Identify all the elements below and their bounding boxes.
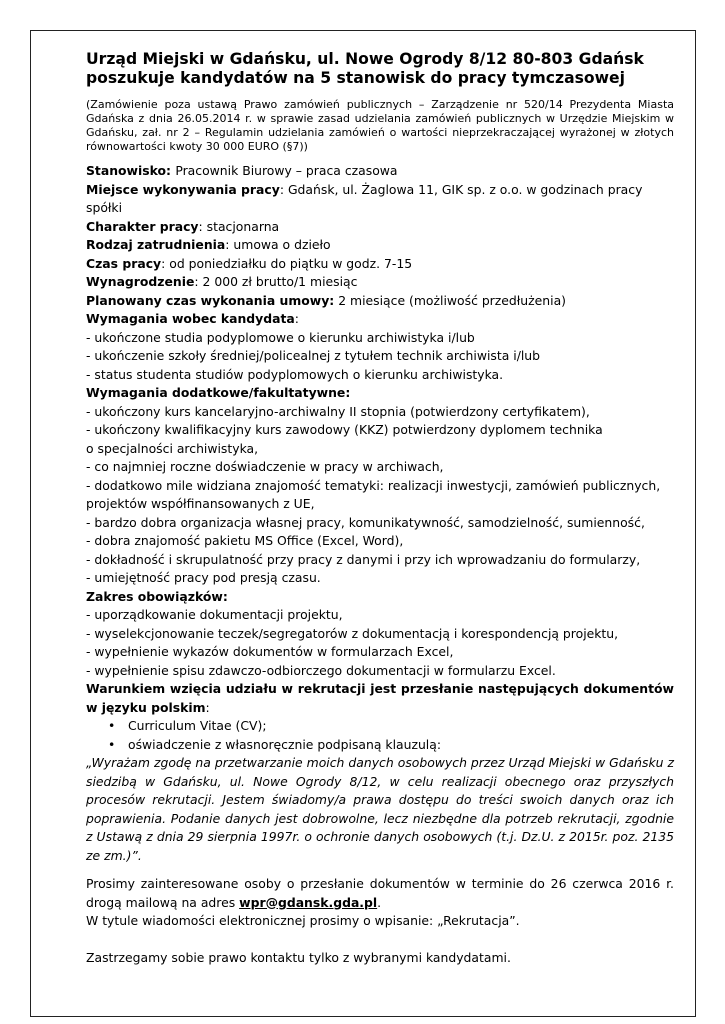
submission-instructions	[86, 875, 674, 912]
detail-label: Stanowisko	[86, 163, 167, 178]
list-item: - uporządkowanie dokumentacji projektu,	[86, 607, 343, 622]
detail-value: 2 miesiące (możliwość przedłużenia)	[338, 292, 566, 308]
detail-work-type	[86, 218, 674, 237]
conditions-heading-colon: :	[205, 699, 210, 715]
detail-sep: :	[161, 255, 170, 271]
list-item: - dokładność i skrupulatność przy pracy z danymi i przy ich wprowadzaniu do formularzy,	[86, 551, 641, 567]
detail-label: Czas pracy	[86, 255, 162, 271]
list-item: - umiejętność pracy pod presją czasu.	[86, 570, 321, 585]
conditions-section	[86, 680, 674, 865]
subject-instructions: W tytule wiadomości elektronicznej prosimy o wpisanie: „Rekrutacja”.	[86, 913, 520, 928]
list-item: - bardzo dobra organizacja własnej pracy, komunikatywność, samodzielność, sumienność,	[86, 514, 645, 530]
requirements-section	[86, 310, 674, 384]
list-item: - wyselekcjonowanie teczek/segregatorów z dokumentacją i korespondencją projektu,	[86, 625, 619, 641]
list-item: - wypełnienie wykazów dokumentów w formularzach Excel,	[86, 644, 454, 659]
detail-label: Planowany czas wykonania umowy:	[86, 292, 335, 308]
list-item: - ukończony kwalifikacyjny kurs zawodowy (KKZ) potwierdzony dyplomem technika	[86, 422, 603, 437]
detail-working-hours	[86, 255, 674, 274]
conditions-heading	[86, 680, 674, 717]
list-item: - ukończony kurs kancelaryjno-archiwalny II stopnia (potwierdzony certyfikatem),	[86, 403, 590, 419]
detail-salary	[86, 273, 674, 292]
detail-label: Wynagrodzenie	[86, 274, 195, 289]
job-details	[86, 162, 674, 310]
additional-requirements-section	[86, 384, 674, 588]
legal-note: (Zamówienie poza ustawą Prawo zamówień publicznych – Zarządzenie nr 520/14 Prezydenta Miasta Gdańska z dnia 26.05.2014 r. w sprawie zasad udzielania zamówień publicznych w Urzędzie Miejskim w Gdańsku, zał. nr 2 – Regulamin udzielania zamówień o wartości nieprzekraczającej wyrażonej w złotych równowartości kwoty 30 000 EURO (§7))	[86, 98, 674, 153]
detail-contract-duration	[86, 292, 674, 311]
detail-value: Pracownik Biurowy – praca czasowa	[175, 163, 398, 178]
list-item: - dobra znajomość pakietu MS Office (Excel, Word),	[86, 533, 404, 548]
submission-text: Prosimy zainteresowane osoby o przesłanie dokumentów w terminie do 26 czerwca 2016 r. drogą mailową na adres	[86, 876, 674, 910]
list-item: - dodatkowo mile widziana znajomość tematyki: realizacji inwestycji, zamówień publicznych,	[86, 477, 661, 493]
list-item: o specjalności archiwistyka,	[86, 440, 259, 456]
detail-sep: :	[279, 181, 288, 197]
detail-sep: :	[166, 163, 176, 178]
job-announcement	[86, 50, 674, 967]
spacer	[86, 865, 674, 875]
requirements-heading	[86, 310, 674, 329]
detail-position	[86, 162, 674, 181]
detail-workplace	[86, 181, 674, 218]
submission-section	[86, 875, 674, 931]
additional-heading-text: Wymagania dodatkowe/fakultatywne	[86, 385, 346, 400]
consent-clause: „Wyrażam zgodę na przetwarzanie moich danych osobowych przez Urząd Miejski w Gdańsku z siedzibą w Gdańsku, ul. Nowe Ogrody 8/12, w celu realizacji obecnego oraz przyszłych procesów rekrutacji. Jestem świadomy/a prawa dostępu do treści swoich danych oraz ich poprawienia. Podanie danych jest dobrowolne, lecz niezbędne dla potrzeb rekrutacji, zgodnie z Ustawą z dnia 29 sierpnia 1997r. o ochronie danych osobowych (t.j. Dz.U. z 2015r. poz. 2135 ze zm.)”.	[86, 755, 674, 863]
list-item: - status studenta studiów podyplomowych o kierunku archiwistyka.	[86, 366, 504, 382]
detail-sep: :	[225, 237, 234, 252]
duties-section	[86, 588, 674, 681]
detail-label: Miejsce wykonywania pracy	[86, 181, 280, 197]
detail-label: Charakter pracy	[86, 218, 199, 234]
page-title	[86, 50, 674, 88]
spacer	[86, 931, 674, 949]
detail-employment-type	[86, 236, 674, 255]
detail-value: Gdańsk, ul. Żaglowa 11, GIK sp. z o.o. w godzinach pracy spółki	[86, 181, 643, 215]
detail-value: 2 000 zł brutto/1 miesiąc	[202, 274, 358, 289]
list-item: • oświadczenie z własnoręcznie podpisaną klauzulą:	[108, 736, 674, 755]
detail-value: stacjonarna	[206, 218, 280, 234]
list-item: - wypełnienie spisu zdawczo-odbiorczego dokumentacji w formularzu Excel.	[86, 662, 556, 678]
list-item: • Curriculum Vitae (CV);	[108, 717, 674, 736]
conditions-heading-text: Warunkiem wzięcia udziału w rekrutacji jest przesłanie następujących dokumentów w języku polskim	[86, 681, 674, 715]
title-line-1: Urząd Miejski w Gdańsku, ul. Nowe Ogrody 8/12 80-803 Gdańsk	[86, 50, 644, 68]
submission-period: .	[377, 894, 382, 910]
requirements-heading-colon: :	[294, 311, 299, 326]
footer-note: Zastrzegamy sobie prawo kontaktu tylko z wybranymi kandydatami.	[86, 949, 511, 965]
requirements-heading-text: Wymagania wobec kandydata	[86, 311, 295, 326]
duties-heading: Zakres obowiązków:	[86, 588, 228, 604]
detail-label: Rodzaj zatrudnienia	[86, 237, 226, 252]
list-item: projektów współfinansowanych z UE,	[86, 496, 315, 511]
list-item: - ukończenie szkoły średniej/policealnej z tytułem technik archiwista i/lub	[86, 348, 541, 363]
required-documents-list	[86, 717, 674, 754]
list-item: - co najmniej roczne doświadczenie w pracy w archiwach,	[86, 459, 444, 474]
additional-heading	[86, 384, 674, 403]
additional-heading-colon: :	[345, 385, 351, 400]
title-line-2: poszukuje kandydatów na 5 stanowisk do pracy tymczasowej	[86, 69, 625, 87]
detail-value: od poniedziałku do piątku w godz. 7-15	[169, 255, 413, 271]
detail-value: umowa o dzieło	[233, 237, 331, 252]
list-item: - ukończone studia podyplomowe o kierunku archiwistyka i/lub	[86, 329, 475, 345]
email-link[interactable]: wpr@gdansk.gda.pl	[239, 894, 378, 910]
detail-sep: :	[198, 218, 207, 234]
detail-sep: :	[194, 274, 203, 289]
